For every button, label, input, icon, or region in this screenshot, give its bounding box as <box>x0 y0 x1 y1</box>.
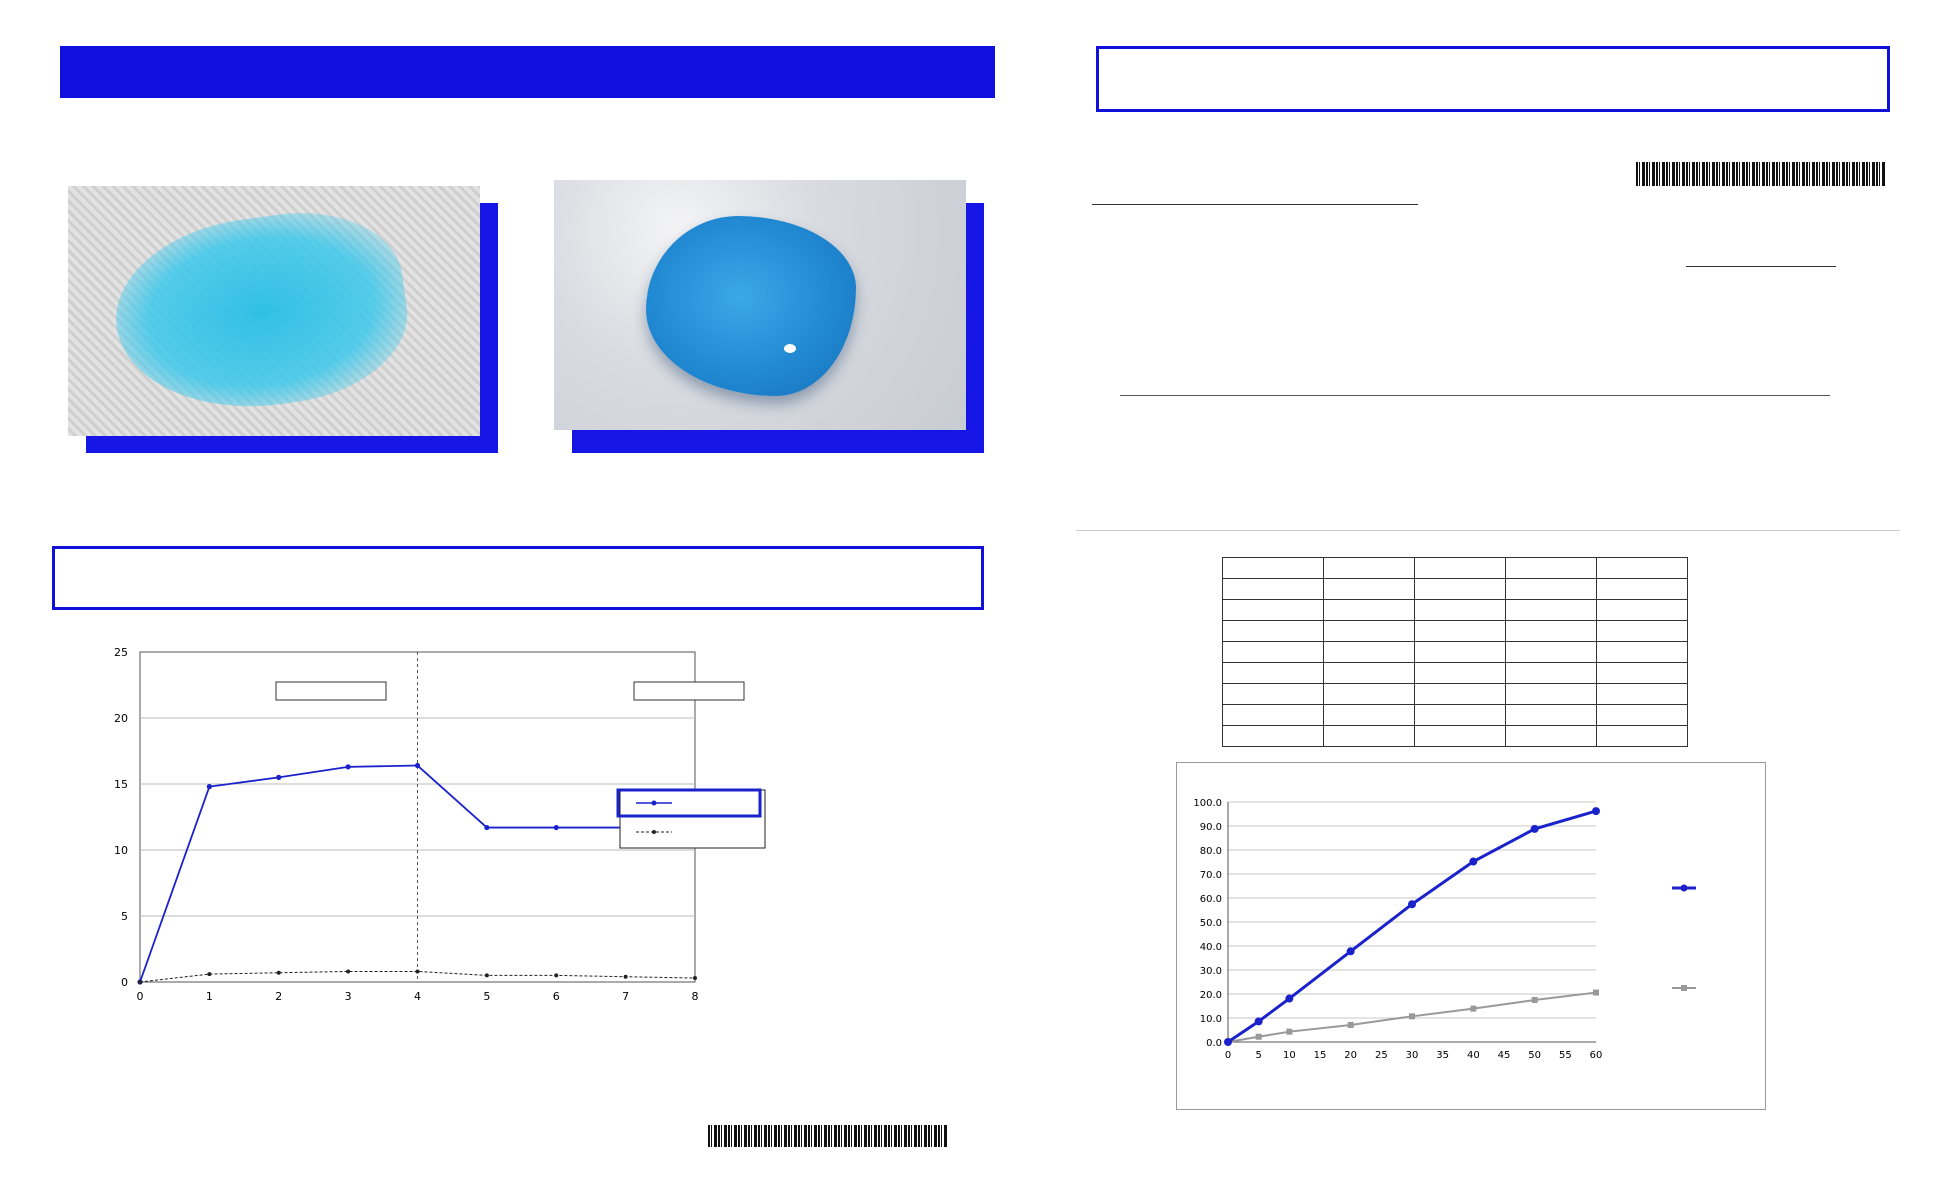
table-cell <box>1324 726 1415 747</box>
table-cell <box>1324 600 1415 621</box>
table-row <box>1223 663 1688 684</box>
y-tick-label: 30.0 <box>1199 966 1222 977</box>
x-tick-label: 20 <box>1344 1050 1358 1061</box>
point-pp <box>416 969 420 973</box>
x-tick-label: 2 <box>275 990 283 1003</box>
y-tick-label: 0.0 <box>1206 1038 1222 1049</box>
y-tick-label: 40.0 <box>1199 942 1222 953</box>
point-mesh <box>554 825 559 830</box>
table-cell <box>1506 558 1597 579</box>
point-1 <box>1224 1038 1232 1046</box>
x-tick-label: 1 <box>205 990 213 1003</box>
table-cell <box>1324 579 1415 600</box>
table-cell <box>1597 705 1688 726</box>
point-mesh <box>346 764 351 769</box>
table-cell <box>1415 684 1506 705</box>
point-pp <box>346 969 350 973</box>
table-cell <box>1223 558 1324 579</box>
x-tick-label: 45 <box>1497 1050 1511 1061</box>
table-row <box>1223 642 1688 663</box>
x-tick-label: 35 <box>1436 1050 1450 1061</box>
table-cell <box>1597 621 1688 642</box>
x-tick-label: 30 <box>1405 1050 1419 1061</box>
table-cell <box>1223 621 1324 642</box>
table-cell <box>1597 642 1688 663</box>
table-cell <box>1597 663 1688 684</box>
y-tick-label: 10.0 <box>1199 1014 1222 1025</box>
table-cell <box>1506 621 1597 642</box>
table-cell <box>1415 663 1506 684</box>
point-2 <box>1470 1006 1476 1012</box>
x-tick-label: 60 <box>1589 1050 1603 1061</box>
x-tick-label: 15 <box>1313 1050 1327 1061</box>
y-tick-label: 20 <box>114 712 128 725</box>
doc-separator-1 <box>1120 395 1830 396</box>
legend-marker-pp <box>652 830 656 834</box>
table-cell <box>1597 579 1688 600</box>
table-row <box>1223 684 1688 705</box>
point-1 <box>1469 858 1477 866</box>
table-cell <box>1506 579 1597 600</box>
moisture-banner <box>52 546 984 610</box>
point-2 <box>1348 1022 1354 1028</box>
x-tick-label: 6 <box>552 990 560 1003</box>
x-tick-label: 40 <box>1466 1050 1480 1061</box>
table-row <box>1223 705 1688 726</box>
table-cell <box>1506 642 1597 663</box>
y-tick-label: 20.0 <box>1199 990 1222 1001</box>
table-cell <box>1223 726 1324 747</box>
table-cell <box>1324 684 1415 705</box>
table-cell <box>1506 726 1597 747</box>
x-tick-label: 3 <box>344 990 352 1003</box>
table-cell <box>1223 663 1324 684</box>
point-1 <box>1531 825 1539 833</box>
point-mesh <box>484 825 489 830</box>
point-1 <box>1592 807 1600 815</box>
table-cell <box>1415 600 1506 621</box>
table-cell <box>1597 600 1688 621</box>
table-cell <box>1506 705 1597 726</box>
table-cell <box>1597 684 1688 705</box>
table-cell <box>1415 705 1506 726</box>
testno-underline <box>1686 266 1836 267</box>
point-1 <box>1347 947 1355 955</box>
y-tick-label: 90.0 <box>1199 822 1222 833</box>
point-pp <box>207 972 211 976</box>
y-tick-label: 0 <box>121 976 128 989</box>
ikisuru-photo <box>68 186 480 436</box>
point-mesh <box>415 763 420 768</box>
y-tick-label: 25 <box>114 646 128 659</box>
point-1 <box>1255 1017 1263 1025</box>
table-cell <box>1324 663 1415 684</box>
client-underline <box>1092 204 1418 205</box>
y-tick-label: 80.0 <box>1199 846 1222 857</box>
table-cell <box>1324 642 1415 663</box>
table-cell <box>1415 642 1506 663</box>
y-tick-label: 50.0 <box>1199 918 1222 929</box>
x-tick-label: 0 <box>136 990 144 1003</box>
x-tick-label: 25 <box>1374 1050 1388 1061</box>
point-pp <box>693 976 697 980</box>
barcode-right <box>1636 162 1886 186</box>
x-tick-label: 50 <box>1528 1050 1542 1061</box>
point-2 <box>1286 1029 1292 1035</box>
x-tick-label: 5 <box>1255 1050 1262 1061</box>
point-pp <box>138 980 142 984</box>
legend-marker-1 <box>1681 885 1688 892</box>
evap-banner <box>1096 46 1890 112</box>
point-mesh <box>276 775 281 780</box>
y-tick-label: 60.0 <box>1199 894 1222 905</box>
point-2 <box>1532 997 1538 1003</box>
x-tick-label: 7 <box>622 990 630 1003</box>
table-cell <box>1223 600 1324 621</box>
doc-separator-2 <box>1076 530 1900 531</box>
evap-table <box>1222 557 1688 747</box>
point-pp <box>277 971 281 975</box>
table-cell <box>1415 579 1506 600</box>
point-2 <box>1256 1034 1262 1040</box>
table-cell <box>1223 684 1324 705</box>
table-cell <box>1223 642 1324 663</box>
x-tick-label: 10 <box>1282 1050 1296 1061</box>
generic-mask-photo <box>554 180 966 430</box>
y-tick-label: 15 <box>114 778 128 791</box>
x-tick-label: 4 <box>414 990 421 1003</box>
legend-marker-mesh <box>652 801 657 806</box>
x-tick-label: 8 <box>691 990 699 1003</box>
moisture-chart <box>80 640 890 1140</box>
table-cell <box>1597 558 1688 579</box>
table-cell <box>1415 621 1506 642</box>
table-cell <box>1506 600 1597 621</box>
table-cell <box>1415 726 1506 747</box>
annotation-box-1 <box>276 682 386 700</box>
moisture-grid <box>140 652 695 982</box>
evap-chart <box>1176 762 1766 1110</box>
y-tick-label: 10 <box>114 844 128 857</box>
table-row <box>1223 621 1688 642</box>
y-tick-label: 100.0 <box>1193 798 1222 809</box>
point-1 <box>1408 900 1416 908</box>
table-cell <box>1324 705 1415 726</box>
table-row <box>1223 579 1688 600</box>
table-row <box>1223 726 1688 747</box>
table-row <box>1223 558 1688 579</box>
table-cell <box>1223 705 1324 726</box>
y-tick-label: 5 <box>121 910 128 923</box>
point-pp <box>485 973 489 977</box>
point-pp <box>624 975 628 979</box>
table-cell <box>1324 558 1415 579</box>
barcode-left <box>708 1125 948 1147</box>
annotation-box-2 <box>634 682 744 700</box>
x-tick-label: 5 <box>483 990 491 1003</box>
point-pp <box>554 973 558 977</box>
legend-marker-2 <box>1681 985 1687 991</box>
table-cell <box>1506 663 1597 684</box>
table-cell <box>1597 726 1688 747</box>
x-tick-label: 55 <box>1558 1050 1572 1061</box>
table-row <box>1223 600 1688 621</box>
table-cell <box>1506 684 1597 705</box>
moisture-legend-box <box>620 790 765 848</box>
table-cell <box>1415 558 1506 579</box>
point-2 <box>1593 990 1599 996</box>
point-1 <box>1285 995 1293 1003</box>
y-tick-label: 70.0 <box>1199 870 1222 881</box>
point-2 <box>1409 1013 1415 1019</box>
table-cell <box>1223 579 1324 600</box>
table-cell <box>1324 621 1415 642</box>
point-mesh <box>207 784 212 789</box>
x-tick-label: 0 <box>1224 1050 1232 1061</box>
absorb-banner <box>60 46 995 98</box>
